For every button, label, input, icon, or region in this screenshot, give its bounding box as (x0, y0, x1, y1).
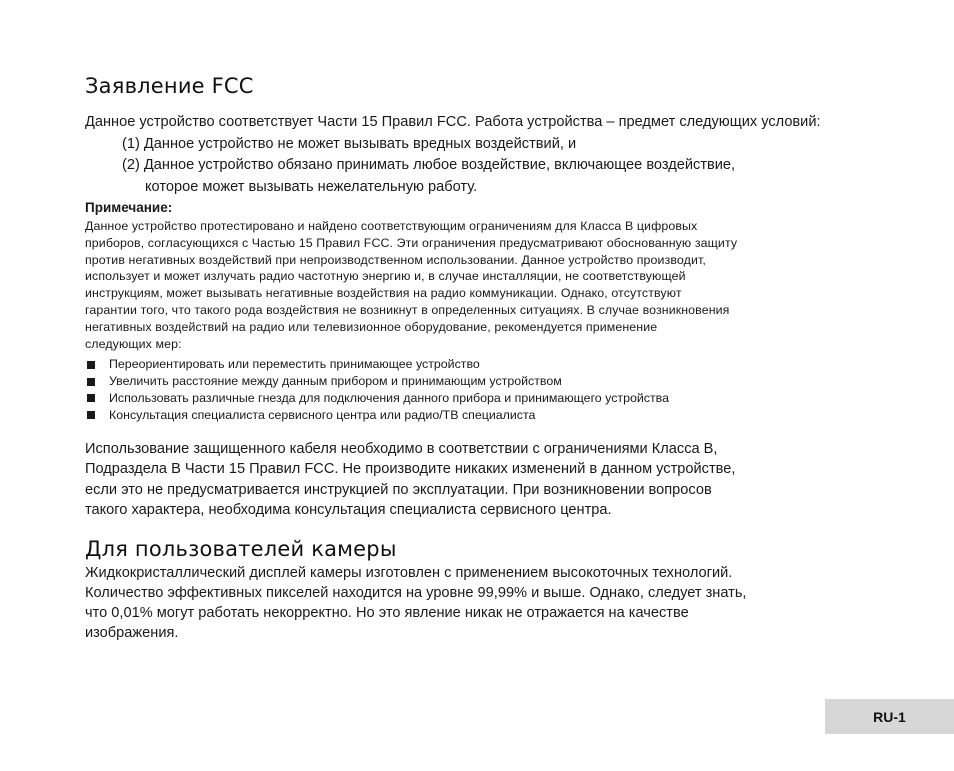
note-line: приборов, согласующихся с Частью 15 Правил FCC. Эти ограничения предусматривают обоснованную защиту (85, 235, 738, 250)
note-paragraph (85, 218, 875, 352)
square-bullet-icon (87, 361, 95, 369)
fcc-condition-2: (2) Данное устройство обязано принимать любое воздействие, включающее воздействие, (122, 157, 736, 173)
lcd-paragraph (85, 563, 875, 643)
note-label: Примечание: (85, 200, 173, 215)
list-item (85, 373, 875, 390)
page-number: RU-1 (873, 708, 906, 725)
paragraph-line: что 0,01% могут работать некорректно. Но это явление никак не отражается на качестве (85, 604, 689, 621)
list-item (85, 356, 875, 373)
note-line: Данное устройство протестировано и найдено соответствующим ограничениям для Класса B цифровых (85, 219, 698, 233)
note-line: гарантии того, что такого рода воздействия не возникнут в определенных ситуациях. В случае возникновения (85, 302, 730, 317)
fcc-condition-2-continuation: которое может вызывать нежелательную работу. (145, 178, 478, 195)
list-item-text: Консультация специалиста сервисного центра или радио/ТВ специалиста (109, 407, 536, 422)
fcc-intro-paragraph: Данное устройство соответствует Части 15 Правил FCC. Работа устройства – предмет следующих условий: (85, 114, 821, 130)
paragraph-line: изображения. (85, 624, 179, 641)
list-item (85, 390, 875, 407)
paragraph-line: Количество эффективных пикселей находится на уровне 99,99% и выше. Однако, следует знать, (85, 584, 747, 601)
paragraph-line: Жидкокристаллический дисплей камеры изготовлен с применением высокоточных технологий. (85, 564, 733, 581)
note-line: следующих мер: (85, 336, 182, 351)
note-line: против негативных воздействий при непроизводственном использовании. Данное устройство производит, (85, 252, 706, 267)
list-item-text: Переориентировать или переместить принимающее устройство (109, 357, 480, 372)
measures-list (85, 356, 875, 423)
note-line: использует и может излучать радио частотную энергию и, в случае инсталляции, не соответствующей (85, 269, 686, 284)
document-page (85, 74, 875, 643)
paragraph-line: Использование защищенного кабеля необходимо в соответствии с ограничениями Класса B, (85, 440, 718, 457)
page-number-badge (825, 699, 954, 734)
list-item-text: Использовать различные гнезда для подключения данного прибора и принимающего устройства (109, 390, 669, 405)
fcc-condition-1: (1) Данное устройство не может вызывать вредных воздействий, и (122, 135, 577, 152)
list-item (85, 407, 875, 424)
note-line: негативных воздействий на радио или телевизионное оборудование, рекомендуется применение (85, 319, 658, 334)
square-bullet-icon (87, 394, 95, 402)
square-bullet-icon (87, 411, 95, 419)
paragraph-line: такого характера, необходима консультация специалиста сервисного центра. (85, 502, 612, 519)
paragraph-line: Подраздела B Части 15 Правил FCC. Не производите никаких изменений в данном устройстве, (85, 461, 736, 478)
shielded-cable-paragraph (85, 439, 875, 521)
list-item-text: Увеличить расстояние между данным прибором и принимающим устройством (109, 374, 562, 389)
fcc-statement-heading: Заявление FCC (85, 74, 254, 98)
camera-users-heading: Для пользователей камеры (85, 536, 397, 561)
note-line: инструкциям, может вызывать негативные воздействия на радио коммуникации. Однако, отсутствуют (85, 286, 682, 301)
square-bullet-icon (87, 378, 95, 386)
paragraph-line: если это не предусматривается инструкцией по эксплуатации. При возникновении вопросов (85, 481, 712, 498)
